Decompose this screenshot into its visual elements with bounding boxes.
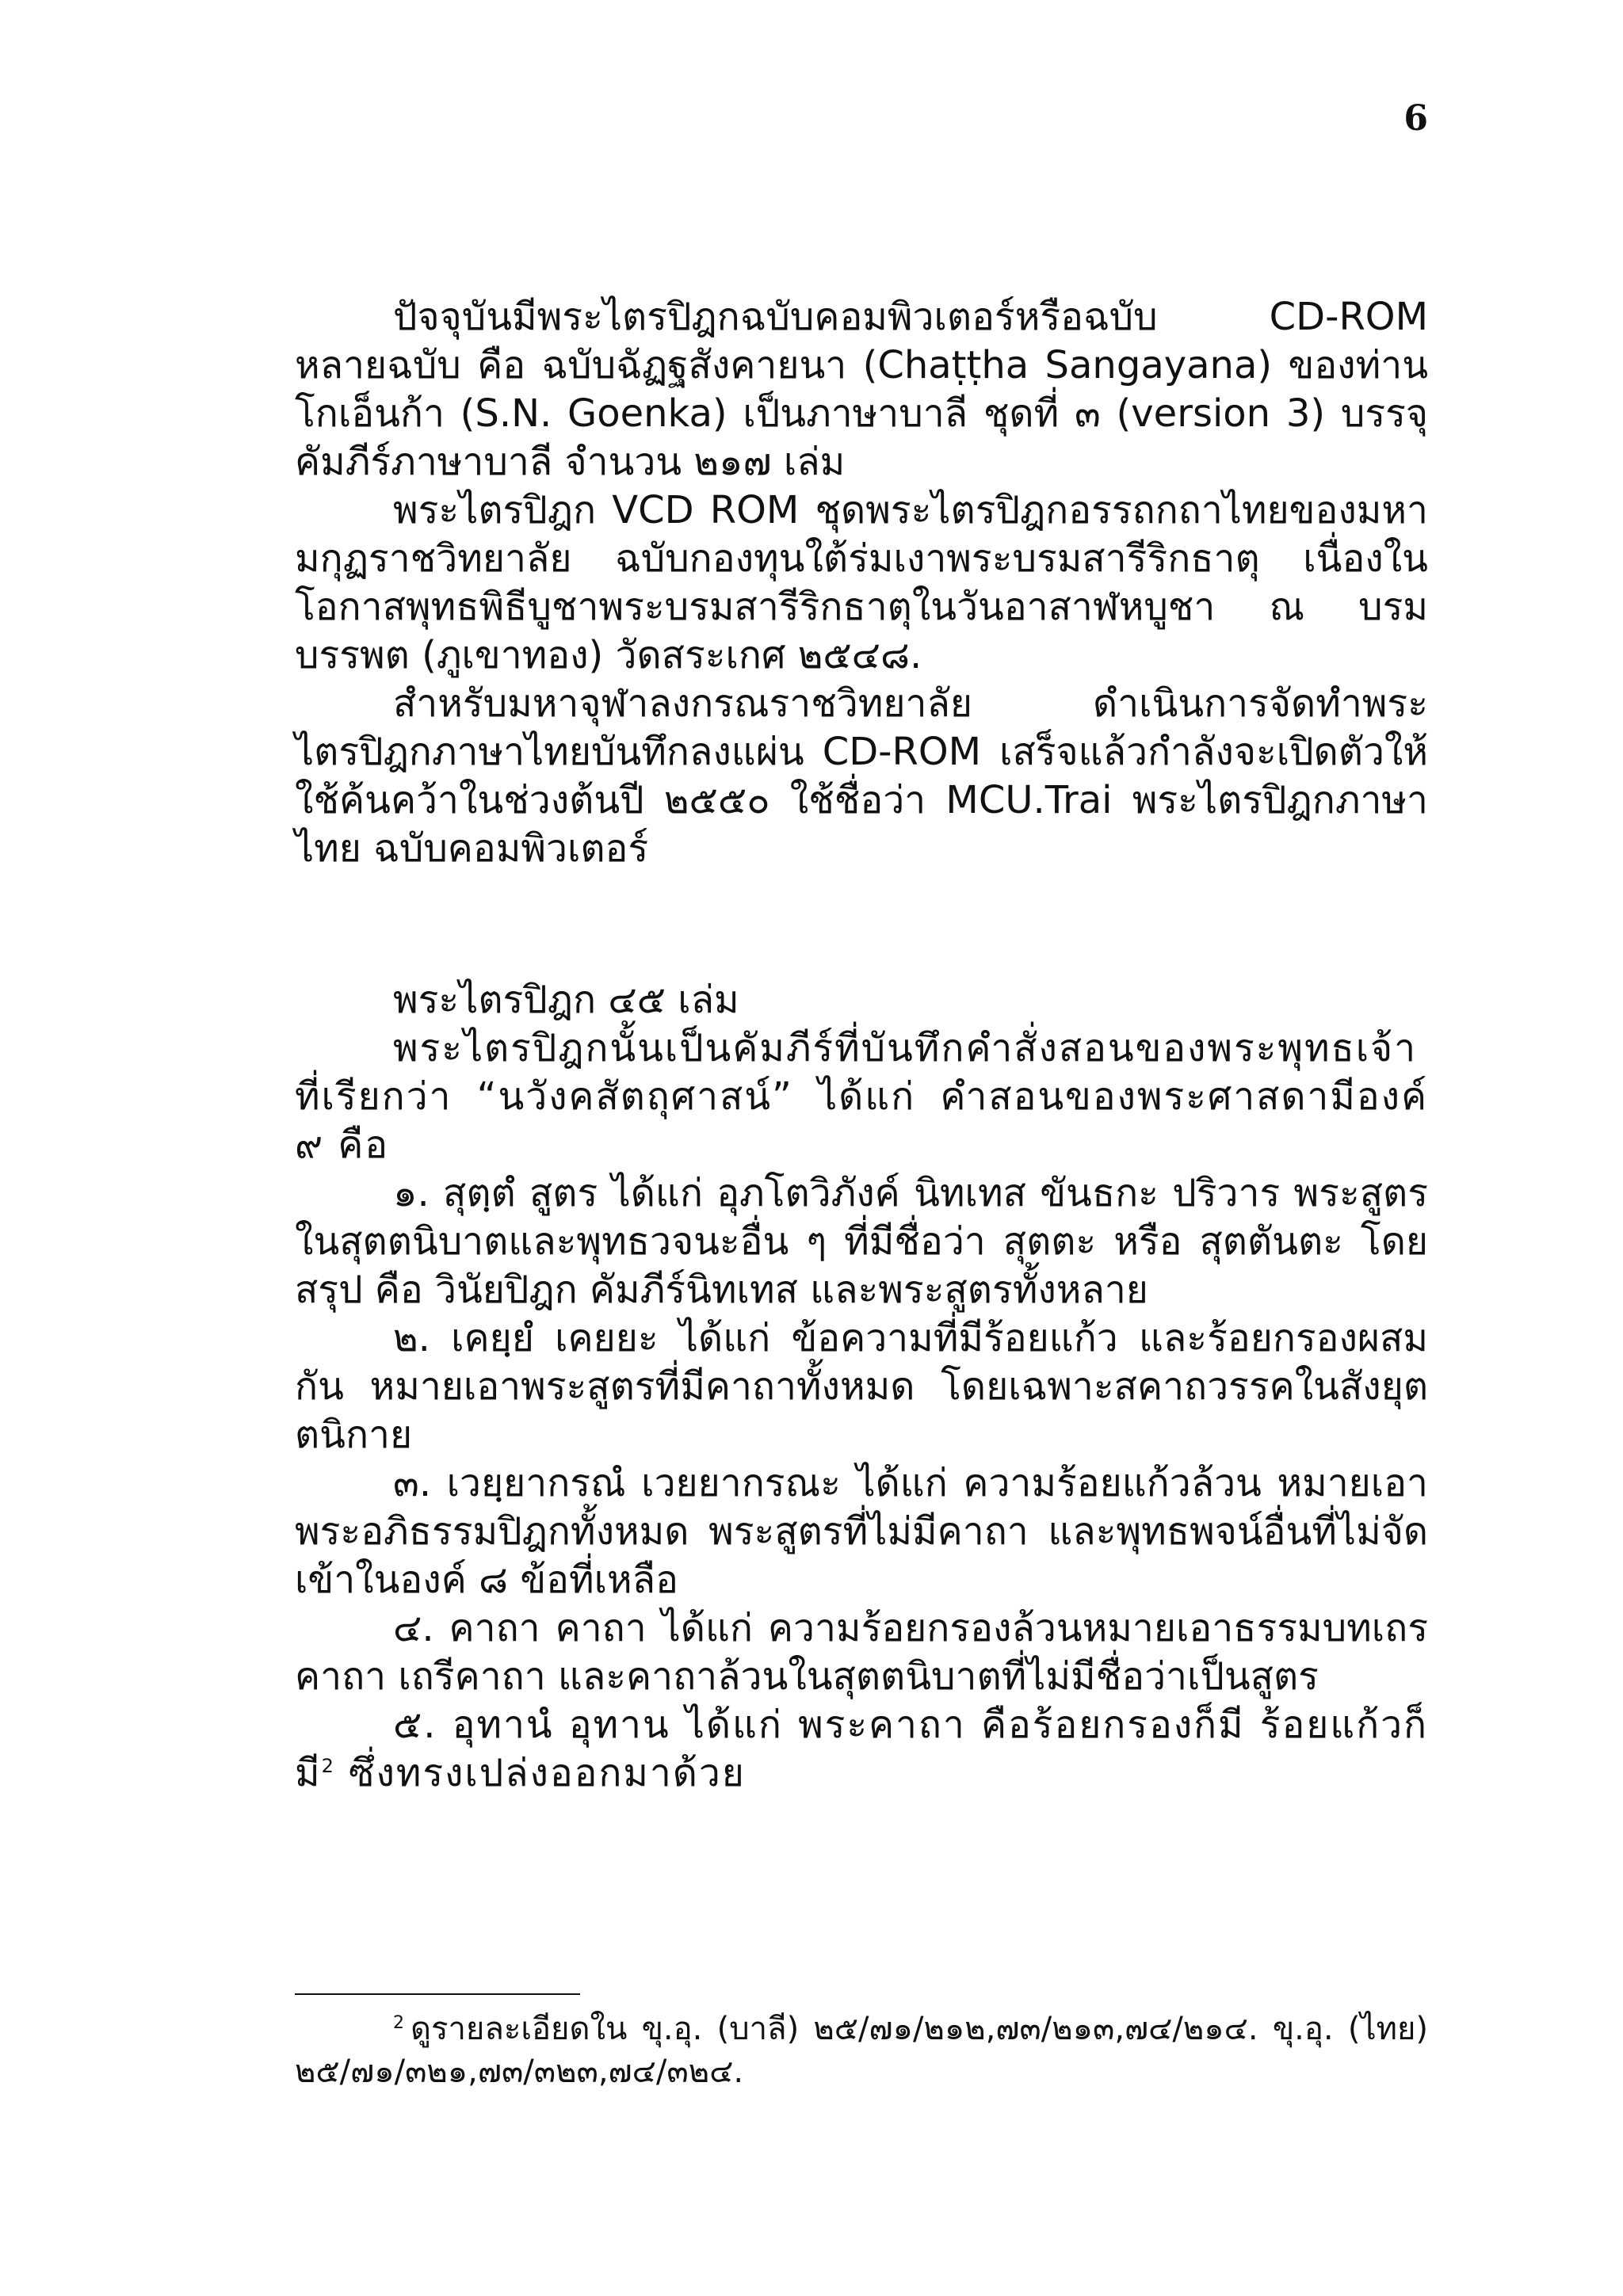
list-item-udana-text: ๕. อุทานํ อุทาน ได้แก่ พระคาถา คือร้อยกรองก็มี ร้อยแก้วก็มี — [295, 1703, 1428, 1795]
list-item-udana-continued: ซึ่งทรงเปล่งออกมาด้วย — [334, 1751, 746, 1795]
page-number: 6 — [1403, 98, 1428, 139]
footnote-reference[interactable]: 2 — [321, 1755, 335, 1777]
paragraph-mcu-trai: สำหรับมหาจุฬาลงกรณราชวิทยาลัย ดำเนินการจัดทำพระไตรปิฎกภาษาไทยบันทึกลงแผ่น CD-ROM เสร็จแล้วกำลังจะเปิดตัวให้ใช้ค้นคว้าในช่วงต้นปี ๒๕๕๐ ใช้ชื่อว่า MCU.Trai พระไตรปิฎกภาษาไทย ฉบับคอมพิวเตอร์ — [295, 681, 1428, 871]
list-item-udana — [295, 1701, 1428, 1798]
paragraph-vcd-rom: พระไตรปิฎก VCD ROM ชุดพระไตรปิฎกอรรถกถาไทยของมหามกุฏราชวิทยาลัย ฉบับกองทุนใต้ร่มเงาพระบรมสารีริกธาตุ เนื่องในโอกาสพุทธพิธีบูชาพระบรมสารีริกธาตุในวันอาสาฬหบูชา ณ บรมบรรพต (ภูเขาทอง) วัดสระเกศ ๒๕๔๘. — [295, 488, 1428, 677]
footnote-text: ดูรายละเอียดใน ขุ.อุ. (บาลี) ๒๕/๗๑/๒๑๒,๗๓/๒๑๓,๗๔/๒๑๔. ขุ.อุ. (ไทย) ๒๕/๗๑/๓๒๑,๗๓/๓๒๓,๗๔/๓๒๔. — [295, 2011, 1428, 2090]
page-body — [295, 293, 1428, 1798]
section-gap — [295, 873, 1428, 976]
list-item-geyya: ๒. เคยฺยํ เคยยะ ได้แก่ ข้อความที่มีร้อยแก้ว และร้อยกรองผสมกัน หมายเอาพระสูตรที่มีคาถาทั้งหมด โดยเฉพาะสคาถวรรคในสังยุตตนิกาย — [295, 1316, 1428, 1457]
footnote-divider — [295, 1993, 580, 1995]
list-item-gatha: ๔. คาถา คาถา ได้แก่ ความร้อยกรองล้วนหมายเอาธรรมบทเถรคาถา เถรีคาถา และคาถาล้วนในสุตตนิบาตที่ไม่มีชื่อว่าเป็นสูตร — [295, 1606, 1428, 1699]
list-item-veyyakarana: ๓. เวยฺยากรณํ เวยยากรณะ ได้แก่ ความร้อยแก้วล้วน หมายเอาพระอภิธรรมปิฎกทั้งหมด พระสูตรที่ไม่มีคาถา และพุทธพจน์อื่นที่ไม่จัดเข้าในองค์ ๘ ข้อที่เหลือ — [295, 1461, 1428, 1602]
footnote-mark: 2 — [393, 2012, 404, 2033]
footnote — [295, 2008, 1428, 2093]
paragraph-cd-rom-editions: ปัจจุบันมีพระไตรปิฎกฉบับคอมพิวเตอร์หรือฉบับ CD-ROM หลายฉบับ คือ ฉบับฉัฏฐสังคายนา (Chaṭṭha Sangayana) ของท่านโกเอ็นก้า (S.N. Goenka) เป็นภาษาบาลี ชุดที่ ๓ (version 3) บรรจุคัมภีร์ภาษาบาลี จำนวน ๒๑๗ เล่ม — [295, 295, 1428, 484]
section-heading: พระไตรปิฎก ๔๕ เล่ม — [393, 978, 739, 1022]
list-item-sutta: ๑. สุตฺตํ สูตร ได้แก่ อุภโตวิภังค์ นิทเทส ขันธกะ ปริวาร พระสูตรในสุตตนิบาตและพุทธวจนะอื่น ๆ ที่มีชื่อว่า สุตตะ หรือ สุตตันตะ โดยสรุป คือ วินัยปิฎก คัมภีร์นิทเทส และพระสูตรทั้งหลาย — [295, 1171, 1428, 1312]
paragraph-navanga: พระไตรปิฎกนั้นเป็นคัมภีร์ที่บันทึกคำสั่งสอนของพระพุทธเจ้า ที่เรียกว่า “นวังคสัตถุศาสน์” ได้แก่ คำสอนของพระศาสดามีองค์ ๙ คือ — [295, 1026, 1428, 1167]
